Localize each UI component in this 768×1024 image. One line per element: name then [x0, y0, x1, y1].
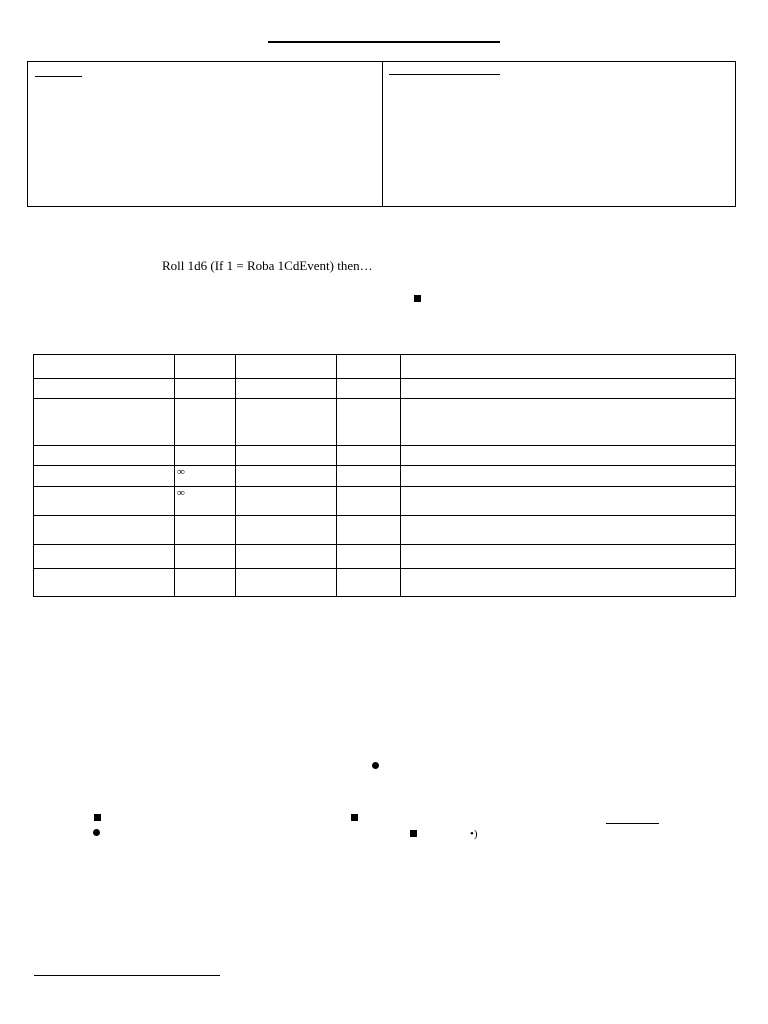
table-cell [236, 446, 337, 466]
header-box-divider [382, 62, 383, 206]
table-row [34, 379, 736, 399]
footnote-separator [34, 975, 220, 976]
table-cell [401, 516, 736, 545]
table-cell [175, 569, 236, 597]
table-row [34, 355, 736, 379]
table-cell [175, 545, 236, 569]
table-cell [401, 399, 736, 446]
table-cell [337, 399, 401, 446]
table-cell [34, 355, 175, 379]
table-row [34, 569, 736, 597]
table-cell [34, 446, 175, 466]
table-cell [34, 466, 175, 487]
table-row [34, 399, 736, 446]
right-heading-underline [389, 74, 500, 75]
table-cell [34, 569, 175, 597]
header-box [27, 61, 736, 207]
table-cell [175, 516, 236, 545]
table-cell: ∞ [175, 487, 236, 516]
table-row [34, 466, 736, 487]
table-row [34, 545, 736, 569]
table-cell [337, 466, 401, 487]
table-cell [401, 379, 736, 399]
table-cell [175, 446, 236, 466]
table-row [34, 516, 736, 545]
table-cell [175, 355, 236, 379]
bullet-glyph-text: •) [470, 828, 478, 840]
table-cell [401, 545, 736, 569]
table-cell [34, 487, 175, 516]
table-cell [236, 355, 337, 379]
table-cell [401, 466, 736, 487]
table-cell: ∞ [175, 466, 236, 487]
square-bullet-icon [351, 814, 358, 821]
table-row [34, 446, 736, 466]
table-cell [401, 355, 736, 379]
left-heading-underline [35, 76, 82, 77]
table-cell [34, 399, 175, 446]
table-cell [236, 466, 337, 487]
table-cell [401, 569, 736, 597]
table-cell [236, 487, 337, 516]
table-cell [337, 516, 401, 545]
table-cell [34, 545, 175, 569]
data-table [33, 354, 736, 597]
table-cell [34, 379, 175, 399]
roll-instruction-text: Roll 1d6 (If 1 = Roba 1CdEvent) then… [162, 258, 373, 273]
square-bullet-icon [414, 295, 421, 302]
round-bullet-icon [372, 762, 379, 769]
square-bullet-icon [410, 830, 417, 837]
table-cell [236, 569, 337, 597]
table-cell [337, 487, 401, 516]
right-underline [606, 823, 659, 824]
table-cell [236, 545, 337, 569]
table-cell [175, 399, 236, 446]
table-cell [401, 446, 736, 466]
table-cell [337, 446, 401, 466]
table-cell [236, 399, 337, 446]
table-cell [236, 516, 337, 545]
table-cell [337, 569, 401, 597]
table-cell [34, 516, 175, 545]
table-cell [337, 355, 401, 379]
round-bullet-icon [93, 829, 100, 836]
table-cell [175, 379, 236, 399]
title-underline [268, 41, 500, 43]
table-cell [401, 487, 736, 516]
square-bullet-icon [94, 814, 101, 821]
table-row [34, 487, 736, 516]
table-cell [337, 545, 401, 569]
table-cell [337, 379, 401, 399]
table-cell [236, 379, 337, 399]
